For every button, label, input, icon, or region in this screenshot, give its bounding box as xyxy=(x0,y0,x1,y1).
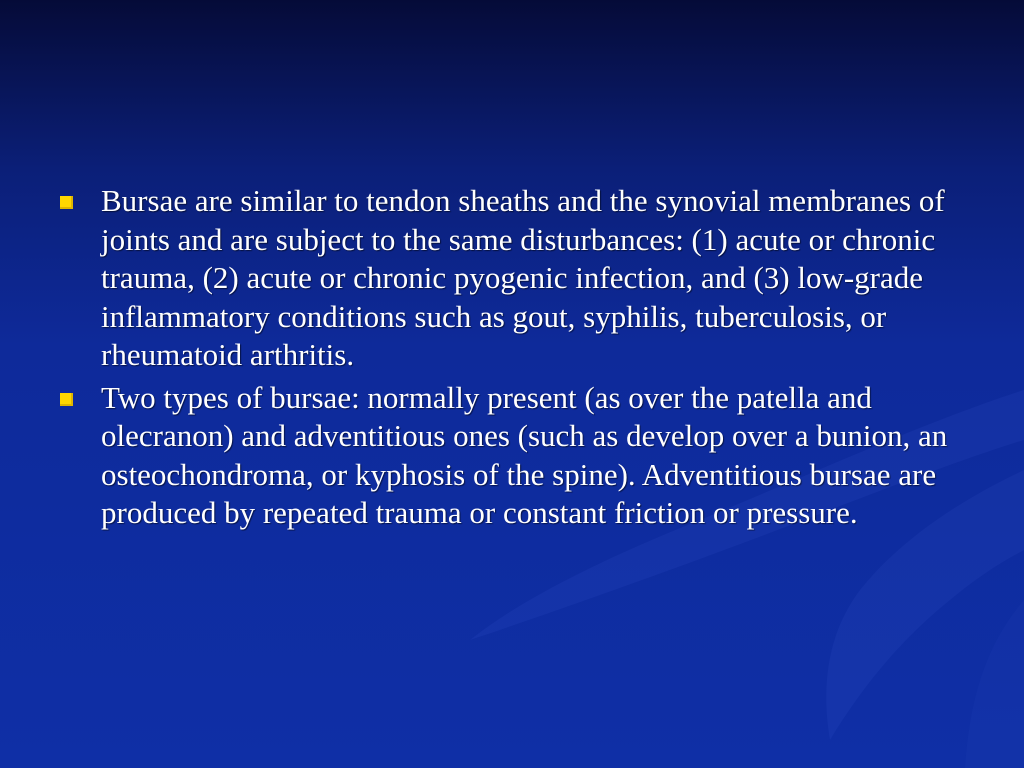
square-bullet-icon xyxy=(60,196,73,209)
bullet-item xyxy=(60,182,960,375)
bullet-item xyxy=(60,379,960,533)
bullet-text: Bursae are similar to tendon sheaths and the synovial membranes of joints and are subject to the same disturbances: (1) acute or chronic trauma, (2) acute or chronic pyogenic infection, and (3) low-grade inflammatory conditions such as gout, syphilis, tuberculosis, or rheumatoid arthritis. xyxy=(101,183,945,372)
square-bullet-icon xyxy=(60,393,73,406)
slide-body xyxy=(60,182,960,537)
bullet-list xyxy=(60,182,960,533)
bullet-text: Two types of bursae: normally present (as over the patella and olecranon) and adventitious ones (such as develop over a bunion, an osteochondroma, or kyphosis of the spine). Adventitious bursae are produced by repeated trauma or constant friction or pressure. xyxy=(101,379,948,530)
